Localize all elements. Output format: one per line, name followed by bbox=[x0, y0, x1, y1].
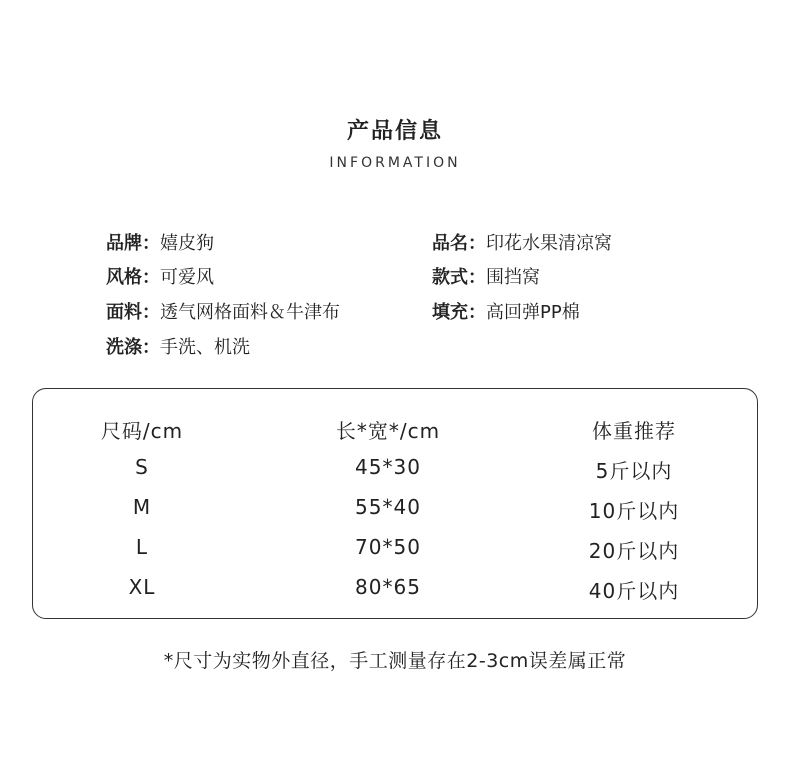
info-washing-label: 洗涤： bbox=[106, 337, 160, 358]
info-style-label: 风格： bbox=[106, 267, 160, 288]
info-type bbox=[432, 266, 540, 290]
table-header-weight: 体重推荐 bbox=[592, 419, 676, 443]
info-washing-value: 手洗、机洗 bbox=[160, 337, 250, 358]
info-fabric bbox=[106, 301, 340, 325]
table-cell-dimensions: 80*65 bbox=[355, 575, 421, 599]
info-type-label: 款式： bbox=[432, 267, 486, 288]
info-product-name-label: 品名： bbox=[432, 233, 486, 254]
info-fabric-value: 透气网格面料＆牛津布 bbox=[160, 302, 340, 323]
info-filling bbox=[432, 301, 580, 325]
table-cell-weight: 40斤以内 bbox=[588, 579, 680, 603]
info-style-value: 可爱风 bbox=[160, 267, 214, 288]
table-header-size: 尺码/cm bbox=[100, 419, 184, 443]
info-brand-label: 品牌： bbox=[106, 233, 160, 254]
info-product-name-value: 印花水果清凉窝 bbox=[486, 233, 612, 254]
info-brand-value: 嬉皮狗 bbox=[160, 233, 214, 254]
info-type-value: 围挡窝 bbox=[486, 267, 540, 288]
info-style bbox=[106, 266, 214, 290]
table-cell-size: XL bbox=[128, 575, 156, 599]
table-cell-weight: 5斤以内 bbox=[595, 459, 673, 483]
info-washing bbox=[106, 336, 250, 360]
size-table bbox=[32, 388, 758, 619]
info-filling-label: 填充： bbox=[432, 302, 486, 323]
page-title: 产品信息 bbox=[346, 119, 443, 144]
table-header-dimensions: 长*宽*/cm bbox=[335, 419, 441, 443]
measurement-note: *尺寸为实物外直径，手工测量存在2-3cm误差属正常 bbox=[163, 650, 627, 672]
info-fabric-label: 面料： bbox=[106, 302, 160, 323]
table-cell-weight: 20斤以内 bbox=[588, 539, 680, 563]
table-cell-size: S bbox=[135, 455, 149, 479]
table-cell-size: M bbox=[132, 495, 152, 519]
info-filling-value: 高回弹PP棉 bbox=[486, 302, 580, 323]
info-product-name bbox=[432, 232, 612, 256]
table-cell-size: L bbox=[135, 535, 149, 559]
table-cell-dimensions: 45*30 bbox=[355, 455, 421, 479]
page-subtitle: INFORMATION bbox=[329, 155, 461, 171]
table-cell-dimensions: 55*40 bbox=[355, 495, 421, 519]
table-cell-weight: 10斤以内 bbox=[588, 499, 680, 523]
table-cell-dimensions: 70*50 bbox=[355, 535, 421, 559]
info-brand bbox=[106, 232, 214, 256]
